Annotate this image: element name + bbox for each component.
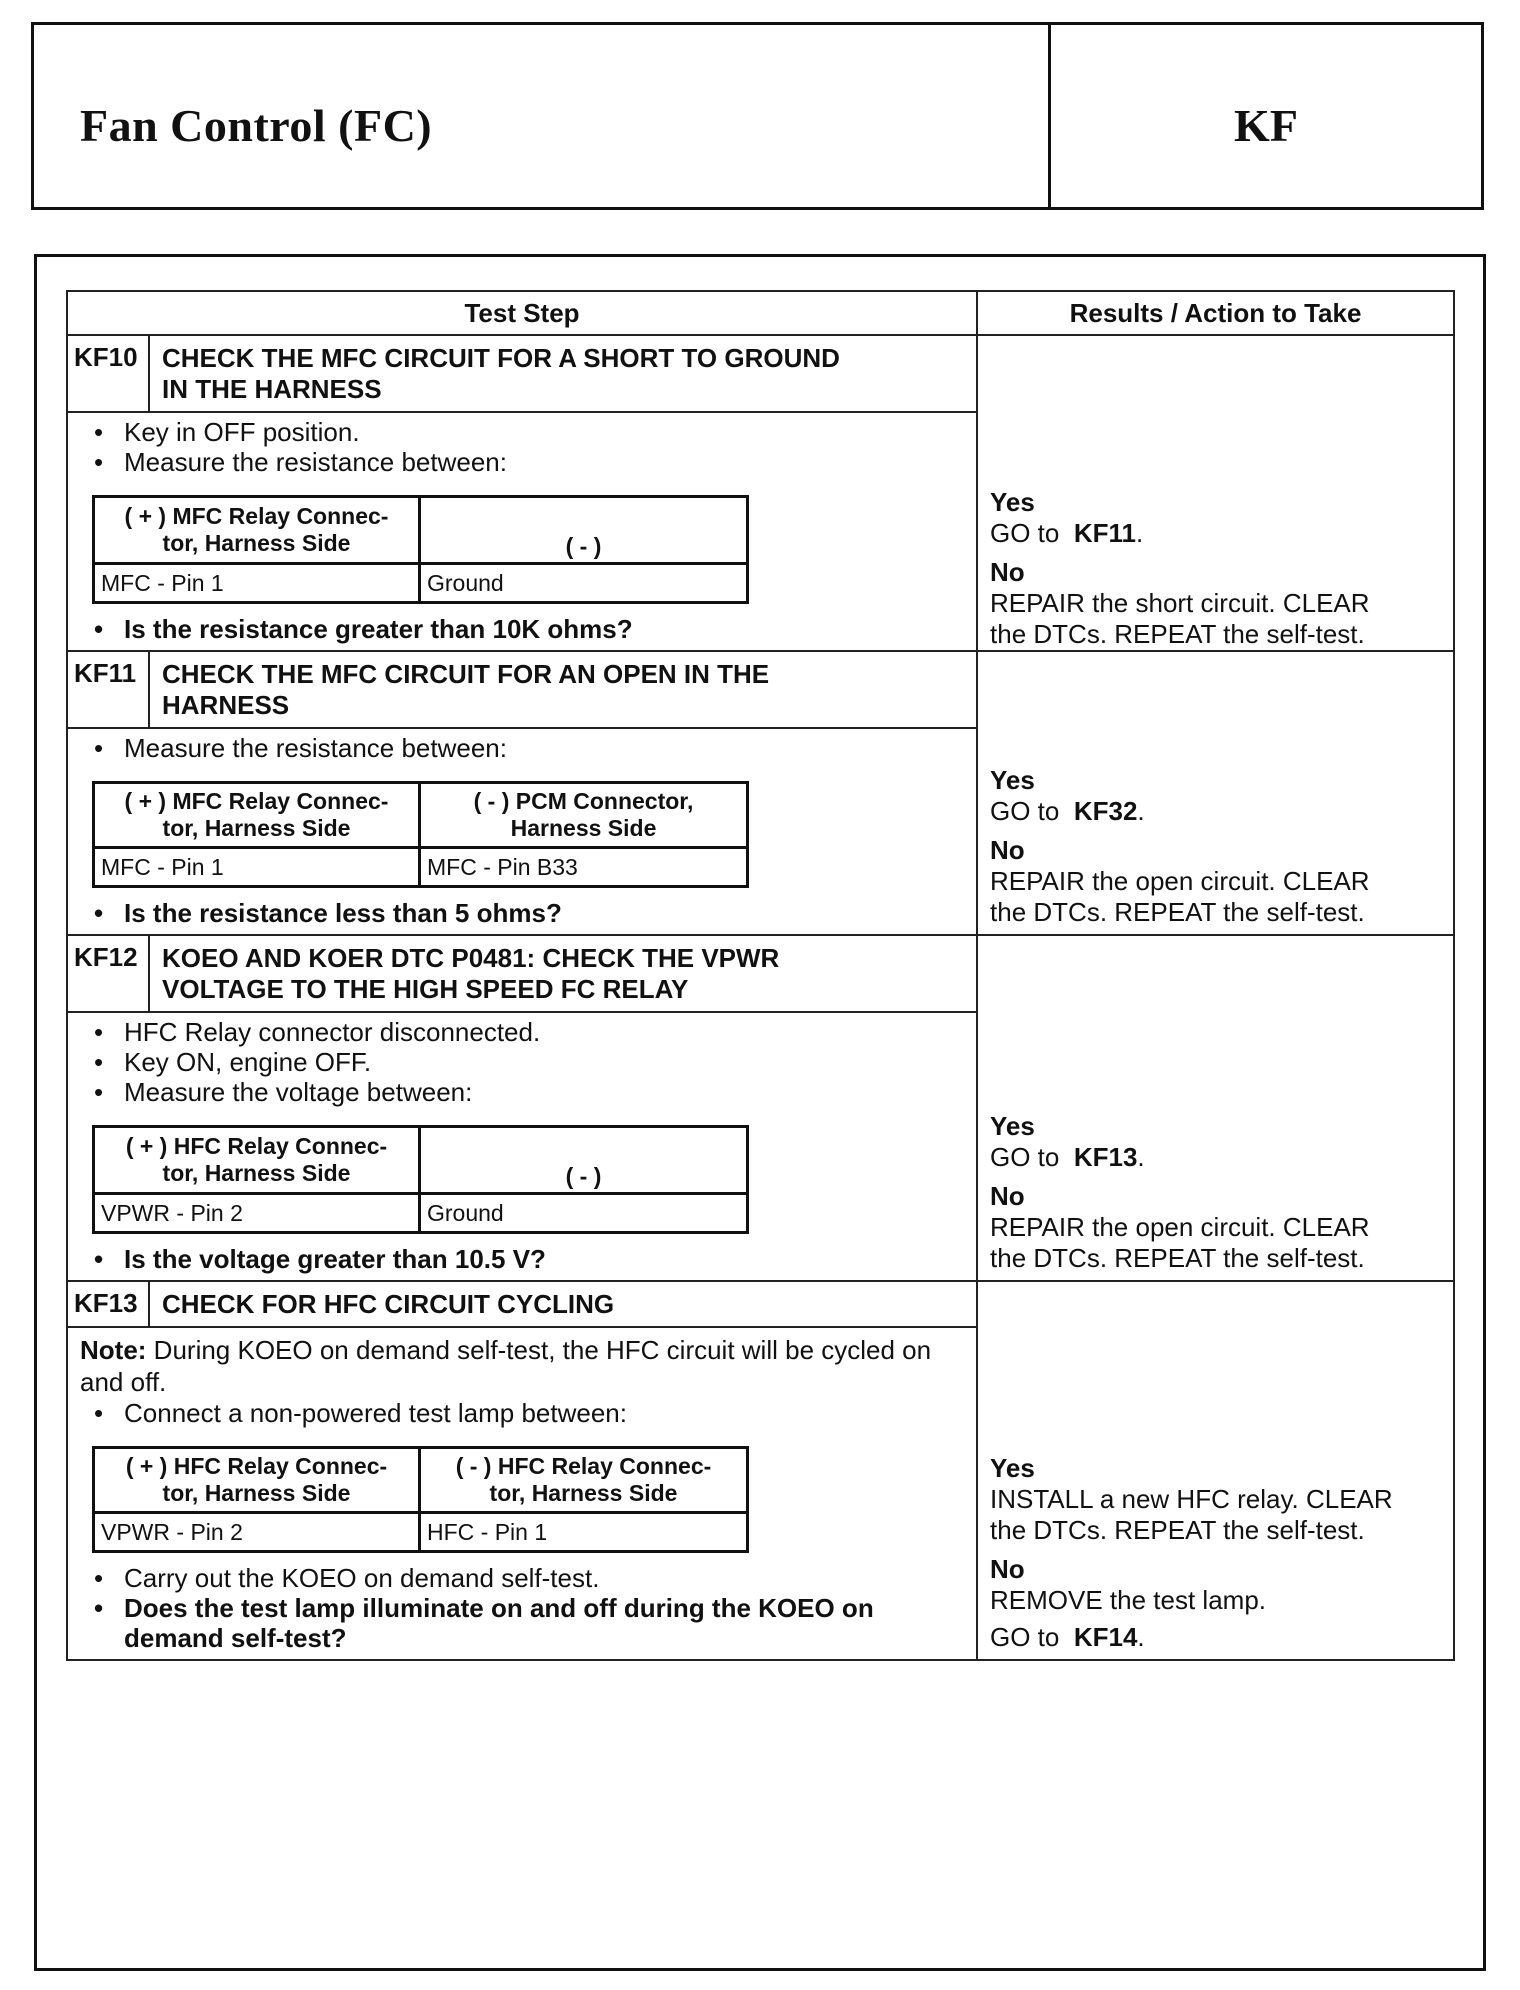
result-kf13 bbox=[977, 1281, 1454, 1660]
connector-neg-value: MFC - Pin B33 bbox=[420, 848, 748, 887]
step-title-line: CHECK THE MFC CIRCUIT FOR A SHORT TO GROUND bbox=[162, 343, 840, 373]
result-kf11 bbox=[977, 651, 1454, 935]
step-ref-link[interactable]: KF13 bbox=[1073, 1142, 1138, 1172]
no-label: No bbox=[990, 1554, 1025, 1584]
step-title bbox=[149, 651, 977, 728]
no-label: No bbox=[990, 557, 1025, 587]
step-id: KF13 bbox=[67, 1281, 149, 1327]
bullet-item: • Key in OFF position. bbox=[80, 417, 968, 447]
no-label: No bbox=[990, 1181, 1025, 1211]
no-action-line: REPAIR the short circuit. CLEAR bbox=[990, 588, 1370, 618]
question-item: • Is the resistance greater than 10K ohms? bbox=[80, 614, 968, 644]
step-title-line: VOLTAGE TO THE HIGH SPEED FC RELAY bbox=[162, 974, 689, 1004]
no-action-line: the DTCs. REPEAT the self-test. bbox=[990, 619, 1365, 649]
result-kf12 bbox=[977, 935, 1454, 1281]
step-row-kf10 bbox=[67, 335, 1454, 412]
bullet-item: • Connect a non-powered test lamp between: bbox=[80, 1398, 968, 1428]
bullet-item: • HFC Relay connector disconnected. bbox=[80, 1017, 968, 1047]
connector-pos-header: ( + ) HFC Relay Connec- tor, Harness Side bbox=[94, 1448, 420, 1513]
step-title-line: IN THE HARNESS bbox=[162, 374, 382, 404]
note-label: Note: bbox=[80, 1335, 147, 1365]
yes-action-line: INSTALL a new HFC relay. CLEAR bbox=[990, 1484, 1393, 1514]
step-title-line: CHECK FOR HFC CIRCUIT CYCLING bbox=[162, 1289, 615, 1319]
connector-pos-header: ( + ) MFC Relay Connec- tor, Harness Side bbox=[94, 497, 420, 564]
connector-table bbox=[92, 781, 749, 888]
yes-label: Yes bbox=[990, 1111, 1035, 1141]
step-title-line: HARNESS bbox=[162, 690, 290, 720]
bullet-item: • Measure the voltage between: bbox=[80, 1077, 968, 1107]
no-action-line: REPAIR the open circuit. CLEAR bbox=[990, 866, 1370, 896]
page-header bbox=[31, 22, 1484, 210]
connector-neg-value: Ground bbox=[420, 564, 748, 603]
connector-table bbox=[92, 495, 749, 604]
step-row-kf12 bbox=[67, 935, 1454, 1012]
yes-label: Yes bbox=[990, 1453, 1035, 1483]
connector-neg-header: ( - ) HFC Relay Connec- tor, Harness Side bbox=[420, 1448, 748, 1513]
step-row-kf11 bbox=[67, 651, 1454, 728]
yes-label: Yes bbox=[990, 487, 1035, 517]
step-id: KF10 bbox=[67, 335, 149, 412]
yes-action-text: GO to bbox=[990, 518, 1060, 548]
yes-action-text: GO to bbox=[990, 796, 1060, 826]
page-title: Fan Control (FC) bbox=[80, 100, 433, 151]
question-item: • Is the resistance less than 5 ohms? bbox=[80, 898, 968, 928]
no-label: No bbox=[990, 835, 1025, 865]
step-title bbox=[149, 935, 977, 1012]
connector-neg-header: ( - ) PCM Connector, Harness Side bbox=[420, 783, 748, 848]
result-kf10 bbox=[977, 335, 1454, 651]
connector-table bbox=[92, 1446, 749, 1553]
connector-pos-value: MFC - Pin 1 bbox=[94, 564, 420, 603]
no-action-line: the DTCs. REPEAT the self-test. bbox=[990, 1243, 1365, 1273]
col-test-step: Test Step bbox=[67, 291, 977, 335]
test-step-table bbox=[66, 290, 1455, 1661]
yes-action-text: GO to bbox=[990, 1142, 1060, 1172]
table-header-row bbox=[67, 291, 1454, 335]
connector-neg-value: HFC - Pin 1 bbox=[420, 1513, 748, 1552]
connector-neg-value: Ground bbox=[420, 1194, 748, 1233]
no-goto: GO to KF14. bbox=[990, 1622, 1145, 1652]
yes-action: GO to KF32. bbox=[990, 796, 1145, 826]
step-title bbox=[149, 1281, 977, 1327]
col-results: Results / Action to Take bbox=[977, 291, 1454, 335]
yes-label: Yes bbox=[990, 765, 1035, 795]
step-title bbox=[149, 335, 977, 412]
no-action-line: REPAIR the open circuit. CLEAR bbox=[990, 1212, 1370, 1242]
connector-table bbox=[92, 1125, 749, 1234]
step-title-line: KOEO AND KOER DTC P0481: CHECK THE VPWR bbox=[162, 943, 780, 973]
step-ref-link[interactable]: KF11 bbox=[1073, 518, 1136, 548]
connector-pos-header: ( + ) MFC Relay Connec- tor, Harness Side bbox=[94, 783, 420, 848]
note-body: During KOEO on demand self-test, the HFC circuit will be cycled on and off. bbox=[80, 1335, 932, 1397]
connector-pos-value: VPWR - Pin 2 bbox=[94, 1513, 420, 1552]
step-ref-link[interactable]: KF14 bbox=[1073, 1622, 1138, 1652]
bullet-item: • Key ON, engine OFF. bbox=[80, 1047, 968, 1077]
connector-pos-value: MFC - Pin 1 bbox=[94, 848, 420, 887]
connector-pos-value: VPWR - Pin 2 bbox=[94, 1194, 420, 1233]
section-code: KF bbox=[1234, 100, 1298, 151]
note-text bbox=[80, 1332, 968, 1398]
question-item: • Is the voltage greater than 10.5 V? bbox=[80, 1244, 968, 1274]
yes-action: GO to KF11. bbox=[990, 518, 1144, 548]
no-action-line: the DTCs. REPEAT the self-test. bbox=[990, 897, 1365, 927]
no-action-line: REMOVE the test lamp. bbox=[990, 1585, 1266, 1615]
connector-neg-header: ( - ) bbox=[420, 1127, 748, 1194]
connector-neg-header: ( - ) bbox=[420, 497, 748, 564]
bullet-item: • Carry out the KOEO on demand self-test. bbox=[80, 1563, 968, 1593]
bullet-item: • Measure the resistance between: bbox=[80, 733, 968, 763]
yes-action-line: the DTCs. REPEAT the self-test. bbox=[990, 1515, 1365, 1545]
question-item: • Does the test lamp illuminate on and off during the KOEO on demand self-test? bbox=[80, 1593, 968, 1653]
step-row-kf13 bbox=[67, 1281, 1454, 1327]
step-title-line: CHECK THE MFC CIRCUIT FOR AN OPEN IN THE bbox=[162, 659, 770, 689]
bullet-item: • Measure the resistance between: bbox=[80, 447, 968, 477]
step-body bbox=[67, 1012, 977, 1281]
step-id: KF12 bbox=[67, 935, 149, 1012]
step-body bbox=[67, 728, 977, 935]
step-body bbox=[67, 412, 977, 651]
yes-action: GO to KF13. bbox=[990, 1142, 1145, 1172]
step-body bbox=[67, 1327, 977, 1660]
no-action-text: GO to bbox=[990, 1622, 1060, 1652]
step-id: KF11 bbox=[67, 651, 149, 728]
connector-pos-header: ( + ) HFC Relay Connec- tor, Harness Side bbox=[94, 1127, 420, 1194]
step-ref-link[interactable]: KF32 bbox=[1073, 796, 1138, 826]
